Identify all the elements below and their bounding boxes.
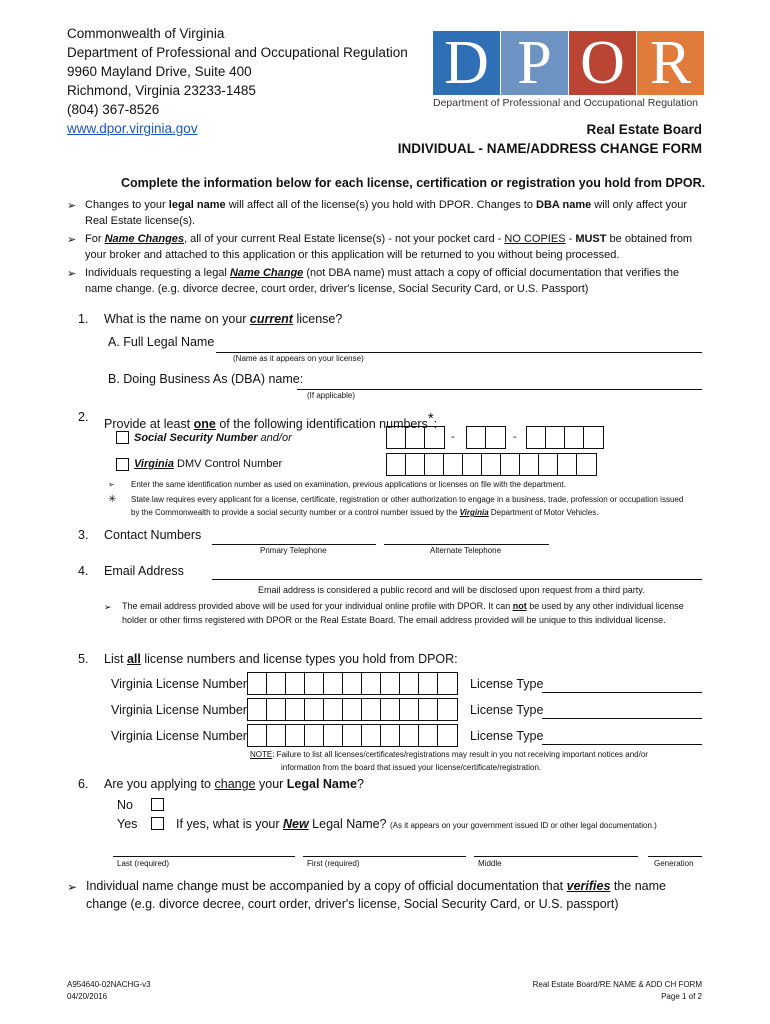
phone: (804) 367-8526 — [67, 102, 160, 117]
q1-b-hint: (If applicable) — [307, 391, 356, 400]
q2-question: Provide at least one of the following identification numbers*: — [104, 410, 438, 432]
q2-note-2a: State law requires every applicant for a license, certificate, registration or other authorization to engage in a business, trade, profession or occupation issued — [131, 495, 684, 504]
license-type-field[interactable] — [542, 692, 702, 693]
license-number-input[interactable] — [247, 672, 458, 695]
q4-number: 4. — [78, 564, 89, 578]
no-checkbox[interactable] — [151, 798, 164, 811]
q4-note: The email address provided above will be used for your individual online profile with DPOR. It can not be used by any other individual license holder or other firms registered with DPOR or the Real Estate Board. The email address provided will be unique to this individual license. — [122, 601, 684, 625]
middle-name-label: Middle — [478, 859, 502, 868]
middle-name-field[interactable] — [474, 856, 638, 857]
dmv-control-number[interactable] — [386, 453, 597, 476]
full-legal-name-field[interactable] — [216, 352, 702, 353]
logo-letter-d: D — [433, 31, 500, 95]
license-number-label: Virginia License Number — [111, 703, 247, 717]
q5-note-b: information from the board that issued your license/certificate/registration. — [281, 763, 542, 772]
intro: Complete the information below for each license, certification or registration you hold from DPOR. — [121, 176, 706, 190]
last-name-field[interactable] — [113, 856, 295, 857]
dmv-label: Virginia DMV Control Number — [134, 458, 283, 470]
asterisk-icon: ✳ — [108, 494, 117, 505]
q5-note-a: NOTE: Failure to list all licenses/certificates/registrations may result in you not receiving important notices and/or — [250, 750, 648, 759]
logo-letter-r: R — [637, 31, 704, 95]
primary-phone-label: Primary Telephone — [260, 546, 327, 555]
website-link[interactable]: www.dpor.virginia.gov — [67, 121, 198, 136]
email-field[interactable] — [212, 579, 702, 580]
license-number-input[interactable] — [247, 698, 458, 721]
license-type-field[interactable] — [542, 744, 702, 745]
first-name-label: First (required) — [307, 859, 360, 868]
arrow-bullet-icon: ➢ — [67, 268, 77, 280]
q1-number: 1. — [78, 312, 89, 326]
logo-letter-o: O — [569, 31, 636, 95]
board-name: Real Estate Board — [586, 122, 702, 137]
logo-caption: Department of Professional and Occupational Regulation — [433, 97, 698, 109]
alternate-phone-field[interactable] — [384, 544, 549, 545]
arrow-bullet-icon: ➢ — [67, 200, 77, 212]
footer-code: A954640-02NACHG-v3 — [67, 980, 151, 989]
dmv-checkbox[interactable] — [116, 458, 129, 471]
generation-field[interactable] — [648, 856, 702, 857]
arrow-bullet-icon: ➢ — [104, 602, 112, 612]
generation-label: Generation — [654, 859, 694, 868]
q5-number: 5. — [78, 652, 89, 666]
final-note: Individual name change must be accompanied by a copy of official documentation that verifies the name change (e.g. divorce decree, court order, driver's license, Social Security Card, or U.S. passport) — [86, 879, 666, 911]
license-type-field[interactable] — [542, 718, 702, 719]
logo-letter-p: P — [501, 31, 568, 95]
last-name-label: Last (required) — [117, 859, 170, 868]
yes-label: Yes — [117, 817, 138, 831]
no-label: No — [117, 798, 133, 812]
form-title: INDIVIDUAL - NAME/ADDRESS CHANGE FORM — [397, 141, 702, 156]
org-name: Commonwealth of Virginia — [67, 26, 225, 41]
new-name-question: If yes, what is your New Legal Name? (As it appears on your government issued ID or other legal documentation.) — [176, 817, 657, 831]
license-number-label: Virginia License Number — [111, 729, 247, 743]
q6-number: 6. — [78, 777, 89, 791]
q6-question: Are you applying to change your Legal Name? — [104, 777, 364, 791]
q1-question: What is the name on your current license? — [104, 312, 343, 326]
footer-page: Page 1 of 2 — [661, 992, 702, 1001]
first-name-field[interactable] — [303, 856, 466, 857]
q5-question: List all license numbers and license types you hold from DPOR: — [104, 652, 458, 666]
ssn-dash: - — [451, 431, 455, 443]
ssn-label: Social Security Number and/or — [134, 432, 292, 444]
license-number-label: Virginia License Number — [111, 677, 247, 691]
license-type-label: License Type — [470, 703, 544, 717]
license-number-input[interactable] — [247, 724, 458, 747]
q1-a-hint: (Name as it appears on your license) — [233, 354, 364, 363]
q3-number: 3. — [78, 528, 89, 542]
arrow-bullet-icon: ➢ — [67, 880, 78, 894]
primary-phone-field[interactable] — [212, 544, 376, 545]
q4-question: Email Address — [104, 564, 184, 578]
footer-date: 04/20/2016 — [67, 992, 108, 1001]
q2-number: 2. — [78, 410, 89, 424]
footer-form-name: Real Estate Board/RE NAME & ADD CH FORM — [532, 980, 702, 989]
city: Richmond, Virginia 23233-1485 — [67, 83, 256, 98]
q1-a-label: A. Full Legal Name — [108, 335, 215, 349]
street: 9960 Mayland Drive, Suite 400 — [67, 64, 252, 79]
ssn-part-1[interactable] — [386, 426, 445, 449]
ssn-checkbox[interactable] — [116, 431, 129, 444]
arrow-bullet-icon: ➢ — [67, 234, 77, 246]
license-type-label: License Type — [470, 729, 544, 743]
q1-b-label: B. Doing Business As (DBA) name: — [108, 372, 304, 386]
ssn-part-2[interactable] — [466, 426, 506, 449]
q2-note-2b: by the Commonwealth to provide a social security number or a control number issued by the Virginia Department of Motor Vehicles. — [131, 508, 599, 517]
bullet-1: Changes to your legal name will affect all of the license(s) you hold with DPOR. Changes to DBA name will only affect your Real Estate license(s). — [85, 199, 688, 227]
q2-note-1: Enter the same identification number as used on examination, previous applications or licenses on file with the department. — [131, 480, 566, 489]
ssn-dash: - — [513, 431, 517, 443]
email-hint: Email address is considered a public record and will be disclosed upon request from a third party. — [258, 585, 645, 595]
yes-checkbox[interactable] — [151, 817, 164, 830]
dba-name-field[interactable] — [297, 389, 702, 390]
bullet-2: For Name Changes, all of your current Real Estate license(s) - not your pocket card - NO COPIES - MUST be obtained from your broker and attached to this application or this application will be returned to you without being processed. — [85, 233, 693, 261]
q3-question: Contact Numbers — [104, 528, 202, 542]
ssn-part-3[interactable] — [526, 426, 604, 449]
arrow-bullet-icon: ➢ — [108, 480, 115, 489]
alternate-phone-label: Alternate Telephone — [430, 546, 502, 555]
dept-name: Department of Professional and Occupational Regulation — [67, 45, 408, 60]
license-type-label: License Type — [470, 677, 544, 691]
bullet-3: Individuals requesting a legal Name Change (not DBA name) must attach a copy of official documentation that verifies the name change. (e.g. divorce decree, court order, driver's license, Social Security Card, or U.S. Passport) — [85, 267, 680, 295]
